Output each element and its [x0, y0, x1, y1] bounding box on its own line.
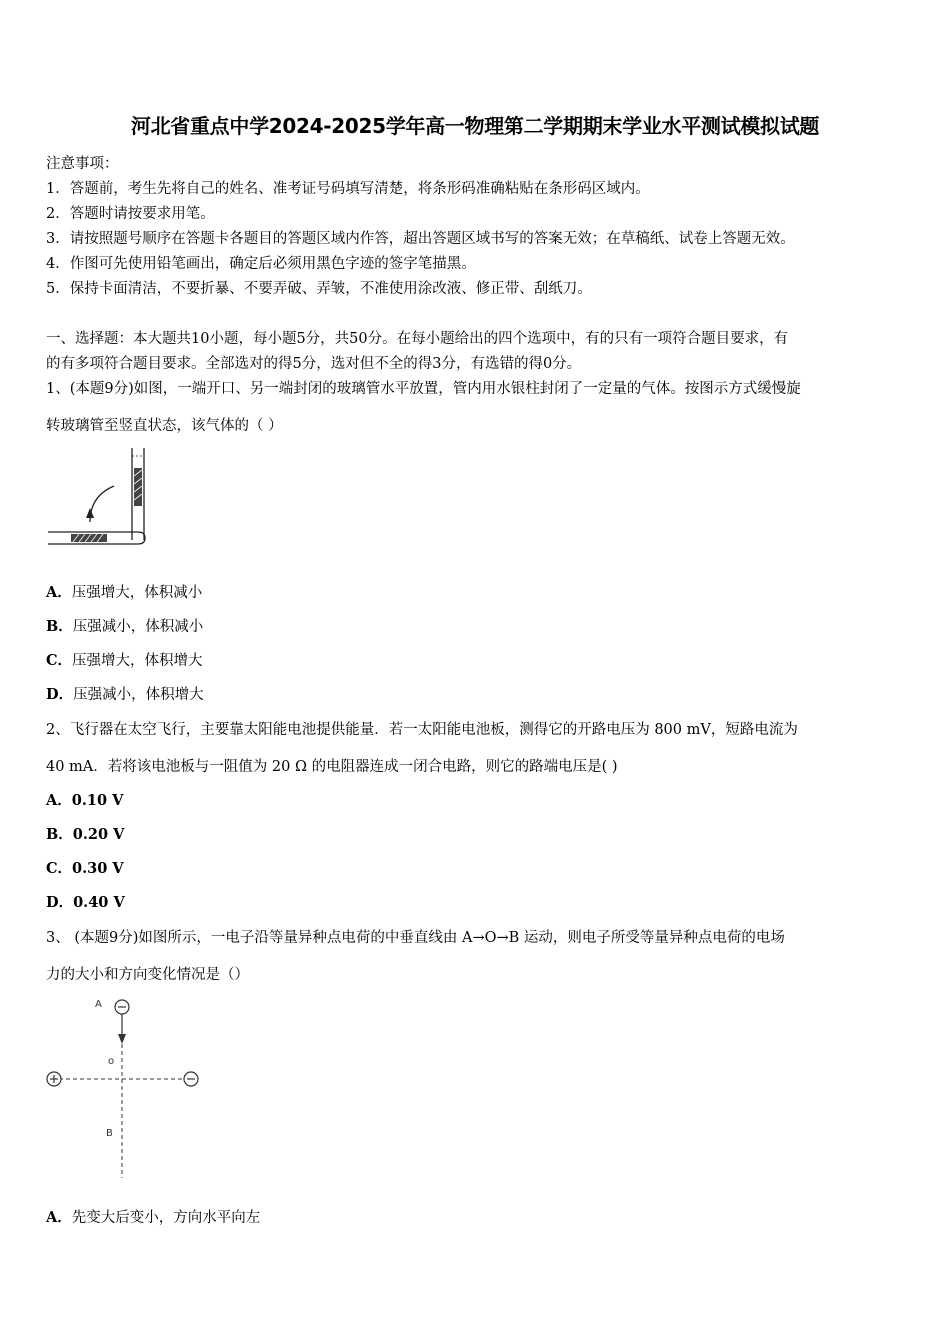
option-C[interactable] — [46, 649, 203, 670]
option-D[interactable] — [46, 891, 125, 912]
option-text: 压强增大，体积增大 — [72, 653, 203, 669]
option-A[interactable] — [46, 581, 202, 602]
option-text: 0.40 V — [73, 894, 125, 911]
option-text: 压强增大，体积减小 — [71, 585, 203, 601]
notice-item: 3．请按照题号顺序在答题卡各题目的答题区域内作答，超出答题区域书写的答案无效；在草稿纸、试卷上答题无效。 — [46, 231, 795, 247]
option-B[interactable] — [46, 823, 124, 844]
question-2-text: 40 mA．若将该电池板与一阻值为 20 Ω 的电阻器连成一闭合电路，则它的路端电压是( ) — [46, 759, 618, 775]
question-3-text: 3、 (本题9分)如图所示，一电子沿等量异种点电荷的中垂直线由 A→O→B 运动，则电子所受等量异种点电荷的电场 — [46, 930, 785, 946]
option-text: 0.10 V — [71, 792, 124, 809]
notice-item: 1．答题前，考生先将自己的姓名、准考证号码填写清楚，将条形码准确粘贴在条形码区域内。 — [46, 181, 650, 197]
question-2-text: 2、飞行器在太空飞行，主要靠太阳能电池提供能量．若一太阳能电池板，测得它的开路电压为 800 mV，短路电流为 — [46, 722, 798, 738]
label-b: B — [106, 1128, 113, 1139]
option-key: A． — [46, 584, 72, 601]
option-A[interactable] — [46, 789, 123, 810]
label-o: o — [108, 1056, 115, 1067]
section-intro: 的有多项符合题目要求。全部选对的得5分，选对但不全的得3分，有选错的得0分。 — [46, 356, 582, 372]
option-D[interactable] — [46, 683, 204, 704]
option-text: 0.30 V — [72, 860, 124, 877]
option-text: 压强减小，体积减小 — [72, 619, 204, 635]
label-a: A — [95, 999, 102, 1010]
option-key: D． — [46, 894, 74, 911]
option-text: 先变大后变小，方向水平向左 — [71, 1210, 261, 1226]
option-key: C． — [46, 860, 73, 877]
section-intro: 一、选择题：本大题共10小题，每小题5分，共50分。在每小题给出的四个选项中，有的只有一项符合题目要求，有 — [46, 331, 789, 347]
option-key: B． — [46, 826, 73, 843]
notice-item: 4．作图可先使用铅笔画出，确定后必须用黑色字迹的签字笔描黑。 — [46, 256, 476, 272]
option-text: 0.20 V — [72, 826, 125, 843]
question-1-text: 1、(本题9分)如图，一端开口、另一端封闭的玻璃管水平放置，管内用水银柱封闭了一定量的气体。按图示方式缓慢旋 — [46, 381, 801, 397]
option-A[interactable] — [46, 1206, 260, 1227]
charge-field-figure — [44, 992, 204, 1182]
question-1-text: 转玻璃管至竖直状态，该气体的（ ） — [46, 418, 283, 434]
option-key: D． — [46, 686, 74, 703]
glass-tube-figure — [46, 446, 156, 556]
option-text: 压强减小，体积增大 — [73, 687, 204, 703]
question-3-text: 力的大小和方向变化情况是（） — [46, 967, 249, 983]
option-C[interactable] — [46, 857, 124, 878]
notice-heading: 注意事项： — [46, 156, 119, 172]
option-key: B． — [46, 618, 73, 635]
option-key: C． — [46, 652, 73, 669]
notice-item: 5．保持卡面清洁，不要折暴、不要弄破、弄皱，不准使用涂改液、修正带、刮纸刀。 — [46, 281, 592, 297]
option-B[interactable] — [46, 615, 203, 636]
notice-item: 2．答题时请按要求用笔。 — [46, 206, 215, 222]
page-title: 河北省重点中学2024-2025学年高一物理第二学期期末学业水平测试模拟试题 — [130, 114, 820, 138]
option-key: A． — [46, 792, 72, 809]
option-key: A． — [46, 1209, 72, 1226]
